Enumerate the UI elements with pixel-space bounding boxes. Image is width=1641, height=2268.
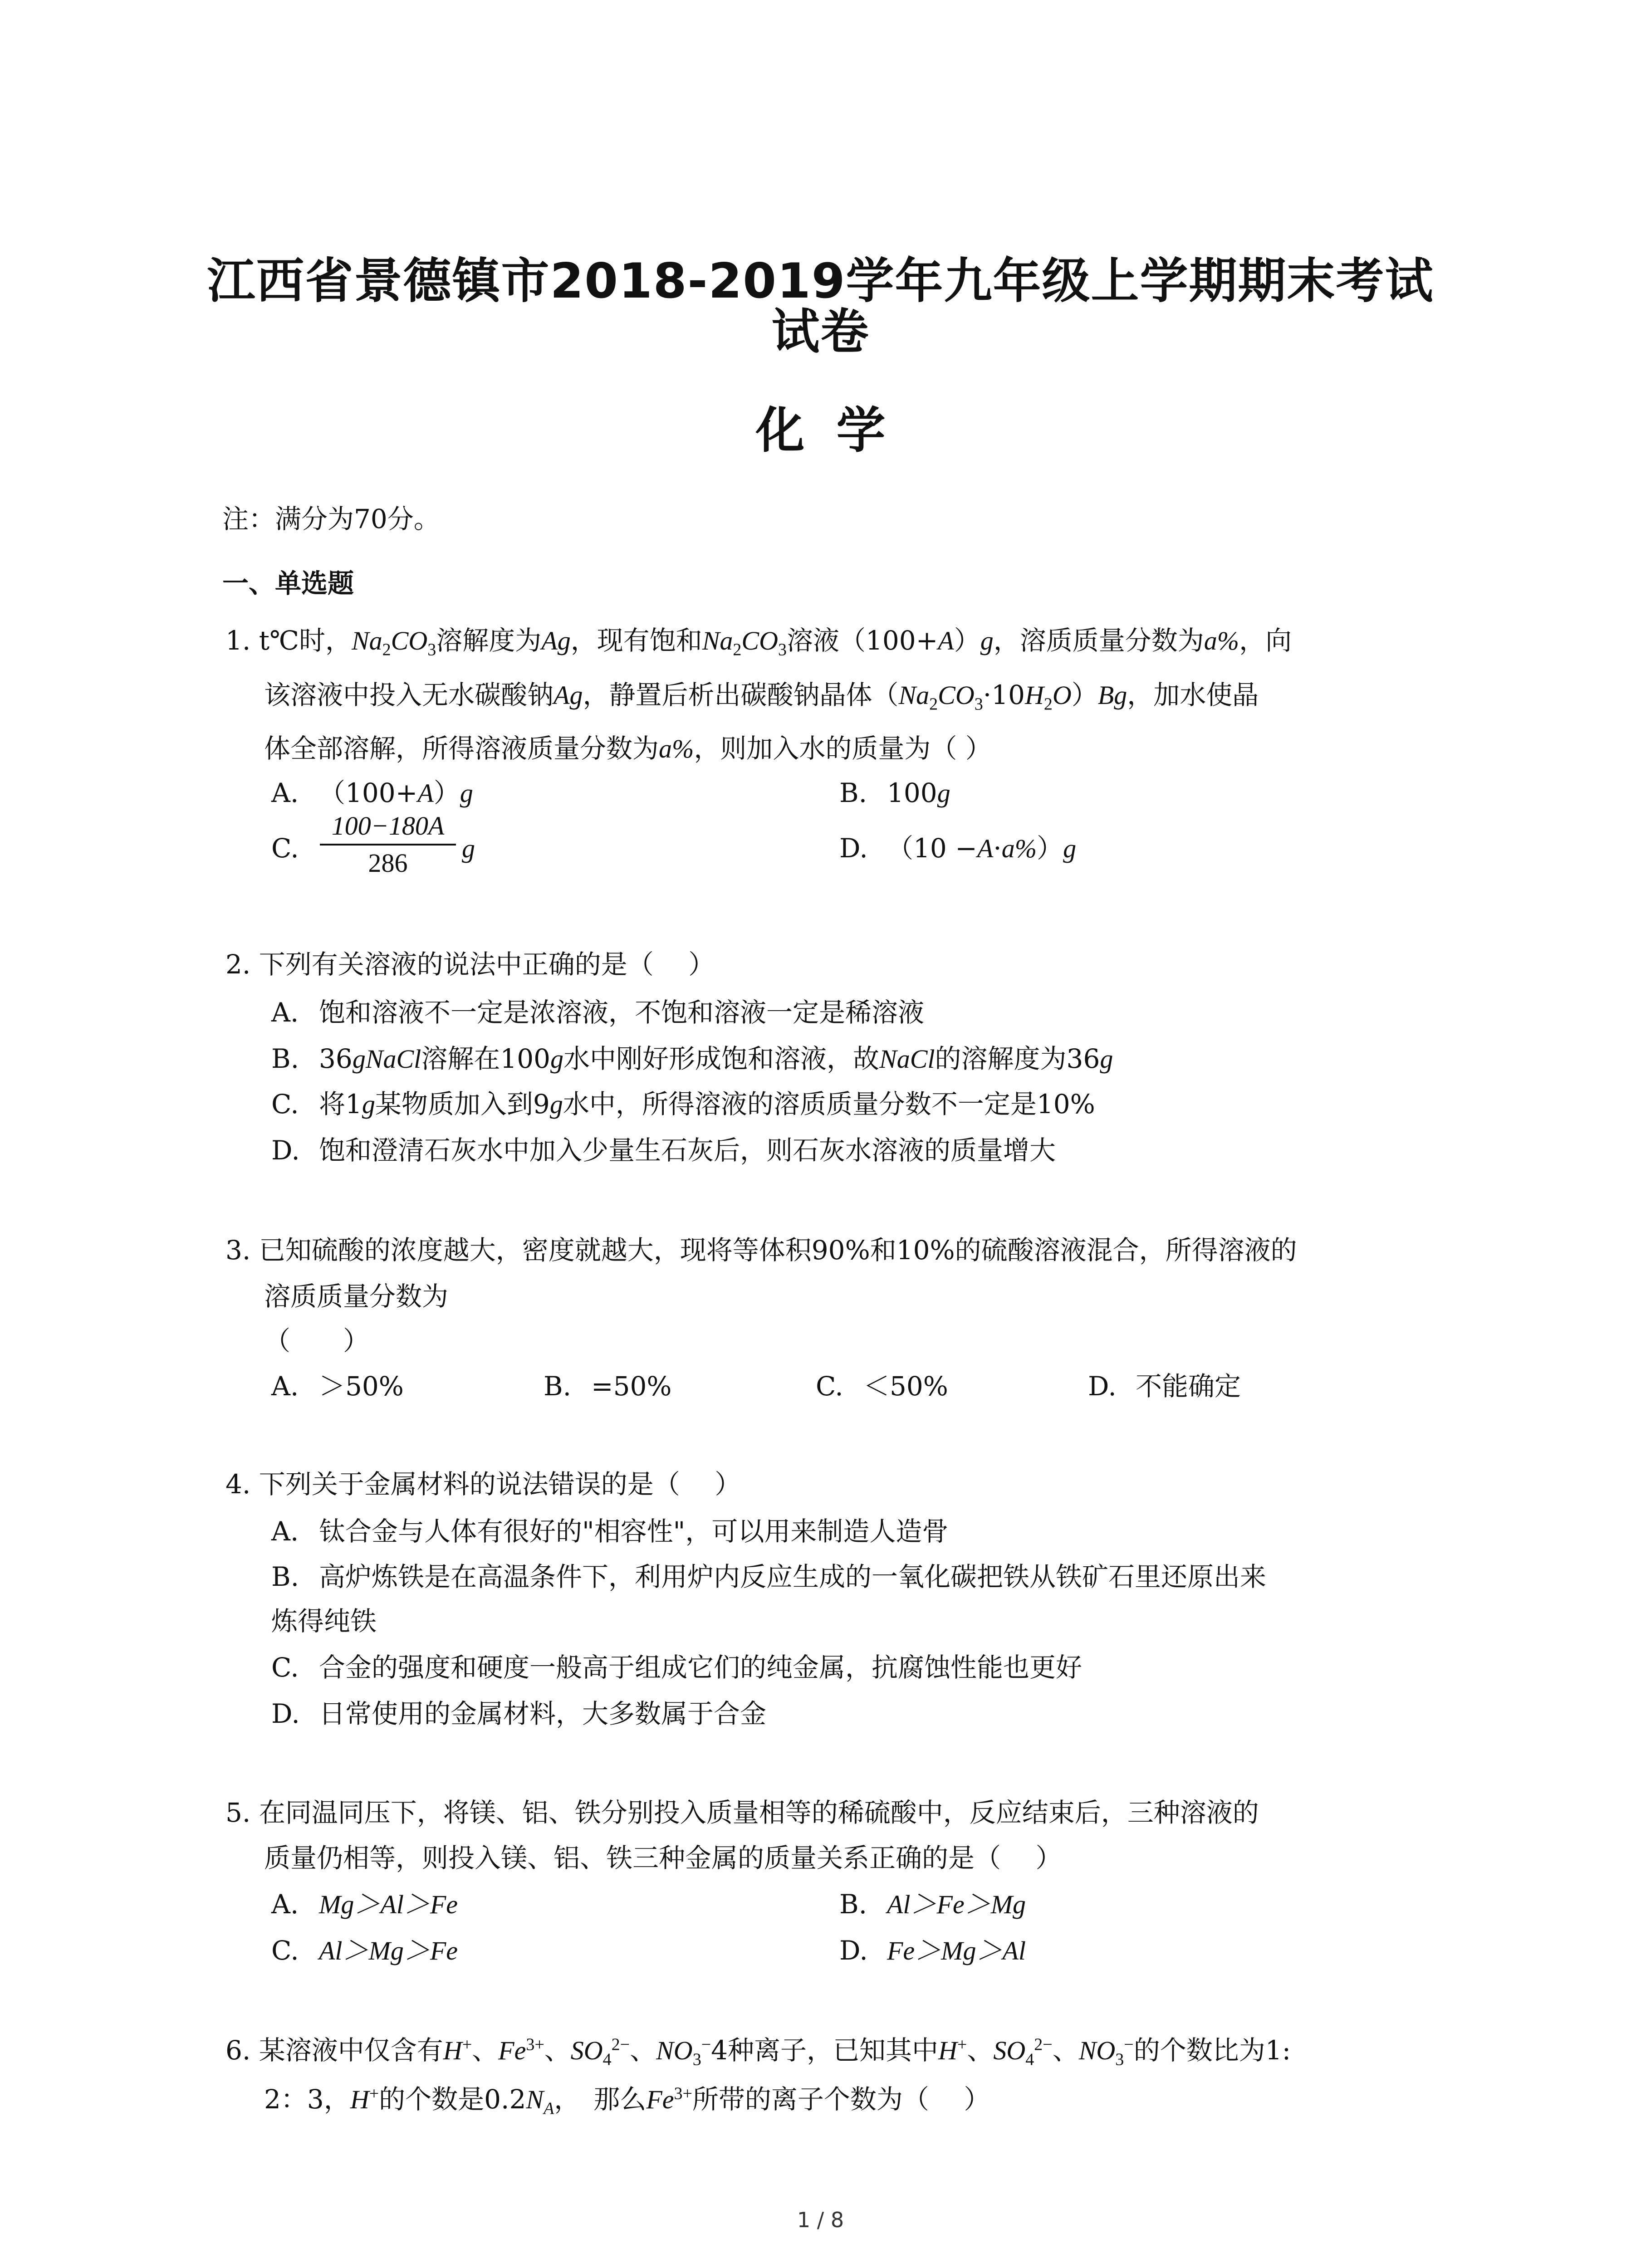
q2-option-c[interactable]: C. 将1g某物质加入到9g水中，所得溶液的溶质质量分数不一定是10%: [271, 1089, 1095, 1119]
q3-number: 3.: [225, 1235, 251, 1266]
q5-option-c[interactable]: C. Al＞Mg＞Fe: [271, 1935, 458, 1966]
q4-option-d[interactable]: D. 日常使用的金属材料，大多数属于合金: [271, 1698, 767, 1729]
section-single-choice: 一、单选题: [222, 568, 354, 599]
q6-line1: 6. 某溶液中仅含有H+、$Fe^{3+}$、$SO_4^{2-}$、$NO_3^-4$种离子，已知其中H+、$SO_4^{2-}$、$NO_3^-$的个数比为1:: [225, 2035, 1291, 2069]
q1-line3: 体全部溶解，所得溶液质量分数为a%，则加入水的质量为（ ）: [264, 733, 992, 764]
q6-number: 6.: [225, 2035, 251, 2066]
q5-option-b[interactable]: B. Al＞Fe＞Mg: [839, 1889, 1026, 1920]
q2-number: 2.: [225, 949, 251, 980]
exam-title-line2: 试卷: [771, 304, 870, 360]
q1-option-c-fraction: 100−180A 286: [320, 810, 456, 879]
q4-number: 4.: [225, 1469, 251, 1500]
q2-option-a[interactable]: A. 饱和溶液不一定是浓溶液，不饱和溶液一定是稀溶液: [271, 997, 925, 1028]
q3-line2: 溶质质量分数为: [264, 1281, 449, 1312]
page-number: 1 / 8: [797, 2208, 844, 2232]
q4-option-b-cont: 炼得纯铁: [271, 1606, 377, 1637]
q4-option-a[interactable]: A. 钛合金与人体有很好的"相容性"，可以用来制造人造骨: [271, 1516, 949, 1547]
q6-line2: 2：3，H+的个数是$0.2N_A$， 那么$Fe^{3+}$所带的离子个数为（ ）: [264, 2084, 990, 2118]
q5-line1: 5. 在同温同压下，将镁、铝、铁分别投入质量相等的稀硫酸中，反应结束后，三种溶液的: [225, 1797, 1259, 1828]
q2-option-b[interactable]: B. 36gNaCl溶解在100g水中刚好形成饱和溶液，故NaCl的溶解度为36g: [271, 1043, 1113, 1074]
q3-option-a[interactable]: A. ＞50%: [271, 1371, 404, 1402]
q4-option-b[interactable]: B. 高炉炼铁是在高温条件下，利用炉内反应生成的一氧化碳把铁从铁矿石里还原出来: [271, 1561, 1267, 1592]
q1-option-c-letter[interactable]: C.: [271, 833, 299, 864]
q3-option-c[interactable]: C. ＜50%: [816, 1371, 948, 1402]
q5-option-a[interactable]: A. Mg＞Al＞Fe: [271, 1889, 458, 1920]
q1-option-d[interactable]: D. （10 −A·a%）g: [839, 833, 1077, 864]
q3-line1: 3. 已知硫酸的浓度越大，密度就越大，现将等体积90%和10%的硫酸溶液混合，所得溶液的: [225, 1235, 1297, 1266]
subject-heading: 化学: [755, 402, 917, 459]
q4-stem: 4. 下列关于金属材料的说法错误的是（ ）: [225, 1469, 741, 1500]
q1-option-b[interactable]: B. 100g: [839, 777, 950, 808]
q1-line1: 1. t℃时，$Na_2CO_3$溶解度为Ag，现有饱和$Na_2CO_3$溶液（100+A）g，溶质质量分数为a%，向: [225, 625, 1292, 660]
q3-line3: （ ）: [264, 1325, 370, 1356]
exam-title-line1: 江西省景德镇市2018-2019学年九年级上学期期末考试: [207, 253, 1434, 309]
q4-option-c[interactable]: C. 合金的强度和硬度一般高于组成它们的纯金属，抗腐蚀性能也更好: [271, 1652, 1083, 1683]
q2-stem: 2. 下列有关溶液的说法中正确的是（ ）: [225, 949, 715, 980]
q3-option-b[interactable]: B. =50%: [544, 1371, 672, 1402]
q5-option-d[interactable]: D. Fe＞Mg＞Al: [839, 1935, 1026, 1966]
q3-option-d[interactable]: D. 不能确定: [1088, 1371, 1241, 1402]
q5-line2: 质量仍相等，则投入镁、铝、铁三种金属的质量关系正确的是（ ）: [264, 1843, 1062, 1873]
q5-number: 5.: [225, 1797, 251, 1828]
score-note: 注：满分为70分。: [222, 503, 440, 534]
q1-line2: 该溶液中投入无水碳酸钠Ag，静置后析出碳酸钠晶体$(Na_2CO_3\cdot 10H_2O)Bg$，加水使晶: [264, 679, 1259, 714]
q1-option-a[interactable]: A. （100+A）g: [271, 777, 473, 808]
q1-number: 1.: [225, 625, 251, 656]
q2-option-d[interactable]: D. 饱和澄清石灰水中加入少量生石灰后，则石灰水溶液的质量增大: [271, 1135, 1056, 1166]
q1-option-c-unit: g: [462, 834, 475, 863]
